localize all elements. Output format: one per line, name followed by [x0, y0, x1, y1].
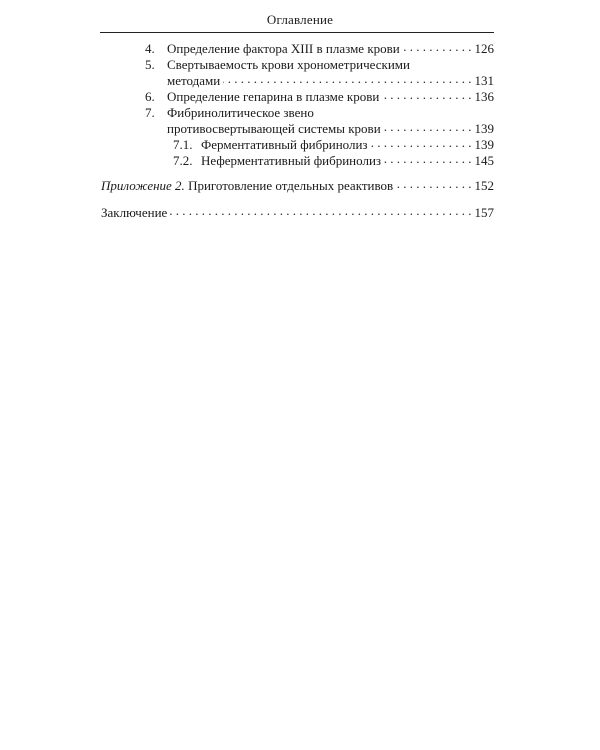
- toc-entry-title: Определение фактора XIII в плазме крови: [167, 41, 400, 56]
- toc-subentry[interactable]: [173, 137, 494, 153]
- toc-entry[interactable]: [167, 121, 494, 137]
- toc-appendix-title-wrap: [101, 178, 393, 194]
- toc-entry-page: 152: [474, 178, 494, 193]
- toc-leader-dots: [403, 41, 472, 53]
- toc-entry-page: 126: [474, 41, 494, 56]
- toc-entry-page: 131: [474, 73, 494, 88]
- toc-entry[interactable]: [167, 73, 494, 89]
- toc-entry-page: 157: [474, 205, 494, 220]
- toc-entry-title-line1[interactable]: [145, 105, 314, 121]
- page-header: Оглавление: [266, 12, 334, 27]
- toc-entry-title-cont: противосвертывающей системы крови: [167, 121, 381, 136]
- toc-leader-dots: [371, 137, 472, 149]
- toc-appendix-title: Приготовление отдельных реактивов: [188, 178, 394, 193]
- toc-entry-title: Ферментативный фибринолиз: [201, 137, 368, 152]
- toc-leader-dots: [384, 153, 471, 165]
- toc-appendix-label: Приложение 2.: [101, 178, 185, 193]
- toc-leader-dots: [170, 205, 471, 217]
- toc-entry-title: Неферментативный фибринолиз: [201, 153, 382, 168]
- toc-entry-title: Определение гепарина в плазме крови: [167, 89, 380, 104]
- toc-subentry[interactable]: [173, 153, 494, 169]
- toc-entry-page: 139: [474, 121, 494, 136]
- toc-entry-number: 4.: [145, 41, 155, 56]
- toc-entry-title: Свертываемость крови хронометрическими: [167, 57, 410, 72]
- toc-entry-title-cont: методами: [167, 73, 221, 88]
- toc-leader-dots: [223, 73, 471, 85]
- toc-leader-dots: [382, 89, 471, 101]
- toc-leader-dots: [396, 178, 471, 190]
- toc-entry-number: 6.: [145, 89, 155, 104]
- toc-appendix-entry[interactable]: [101, 178, 494, 194]
- toc-entry-page: 139: [474, 137, 494, 152]
- toc-entry-page: 136: [474, 89, 494, 104]
- toc-conclusion-entry[interactable]: [101, 205, 494, 221]
- toc-entry-number: 7.: [145, 105, 155, 120]
- toc-entry-title: Фибринолитическое звено: [167, 105, 314, 120]
- toc-entry-number: 5.: [145, 57, 155, 72]
- toc-entry-number: 7.1.: [173, 137, 193, 152]
- toc-leader-dots: [384, 121, 472, 133]
- toc-entry-title-line1[interactable]: [145, 57, 410, 73]
- toc-entry-number: 7.2.: [173, 153, 193, 168]
- toc-conclusion-title: Заключение: [101, 205, 168, 220]
- toc-entry-page: 145: [474, 153, 494, 168]
- toc-entry[interactable]: [145, 41, 494, 57]
- toc-entry[interactable]: [145, 89, 494, 105]
